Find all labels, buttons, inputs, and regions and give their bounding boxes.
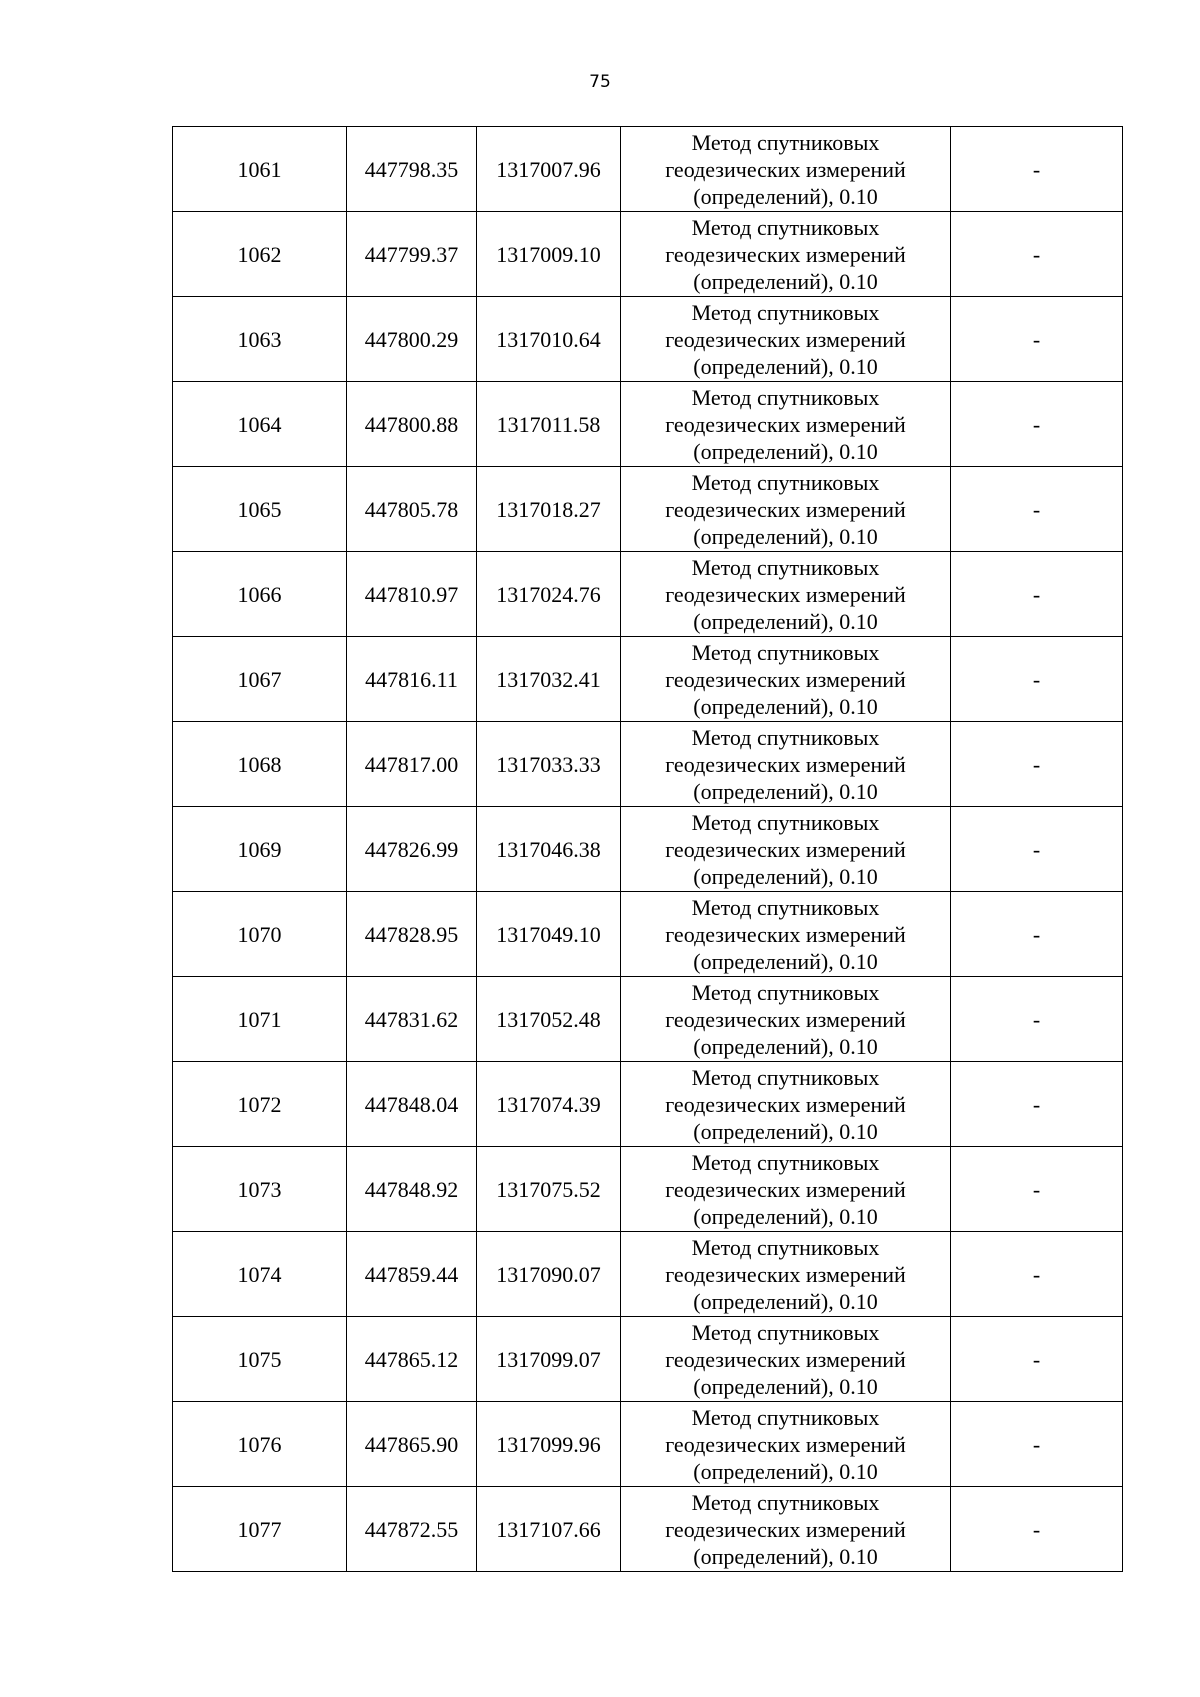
method-text-line: (определений), 0.10 — [693, 438, 878, 464]
table-row — [173, 1317, 1123, 1402]
x-coordinate-cell: 447826.99 — [347, 807, 477, 892]
point-number-cell: 1066 — [173, 552, 347, 637]
table-row — [173, 807, 1123, 892]
method-text-line: (определений), 0.10 — [693, 693, 878, 719]
method-text-line: Метод спутниковых — [691, 554, 880, 580]
point-number-cell: 1070 — [173, 892, 347, 977]
method-text-line: геодезических измерений — [665, 1346, 906, 1372]
point-number-cell: 1062 — [173, 212, 347, 297]
table-row — [173, 212, 1123, 297]
method-cell — [621, 1487, 951, 1572]
note-cell: - — [951, 637, 1123, 722]
x-coordinate-cell: 447800.29 — [347, 297, 477, 382]
table-row — [173, 1232, 1123, 1317]
x-coordinate-cell: 447799.37 — [347, 212, 477, 297]
note-cell: - — [951, 1402, 1123, 1487]
method-text-line: Метод спутниковых — [691, 1149, 880, 1175]
x-coordinate-cell: 447848.92 — [347, 1147, 477, 1232]
note-cell: - — [951, 1062, 1123, 1147]
point-number-cell: 1064 — [173, 382, 347, 467]
coordinates-table-body — [173, 127, 1123, 1572]
method-text-line: (определений), 0.10 — [693, 1543, 878, 1569]
note-cell: - — [951, 297, 1123, 382]
x-coordinate-cell: 447805.78 — [347, 467, 477, 552]
x-coordinate-cell: 447859.44 — [347, 1232, 477, 1317]
method-text-line: (определений), 0.10 — [693, 778, 878, 804]
y-coordinate-cell: 1317046.38 — [477, 807, 621, 892]
table-row — [173, 892, 1123, 977]
method-text-line: геодезических измерений — [665, 1431, 906, 1457]
point-number-cell: 1067 — [173, 637, 347, 722]
method-text-line: Метод спутниковых — [691, 894, 880, 920]
y-coordinate-cell: 1317018.27 — [477, 467, 621, 552]
y-coordinate-cell: 1317107.66 — [477, 1487, 621, 1572]
table-row — [173, 1402, 1123, 1487]
method-cell — [621, 467, 951, 552]
point-number-cell: 1073 — [173, 1147, 347, 1232]
method-text-line: Метод спутниковых — [691, 1404, 880, 1430]
x-coordinate-cell: 447810.97 — [347, 552, 477, 637]
coordinates-table — [172, 126, 1123, 1572]
y-coordinate-cell: 1317099.96 — [477, 1402, 621, 1487]
method-cell — [621, 212, 951, 297]
x-coordinate-cell: 447872.55 — [347, 1487, 477, 1572]
note-cell: - — [951, 382, 1123, 467]
point-number-cell: 1077 — [173, 1487, 347, 1572]
method-text-line: Метод спутниковых — [691, 639, 880, 665]
x-coordinate-cell: 447828.95 — [347, 892, 477, 977]
method-text-line: геодезических измерений — [665, 496, 906, 522]
note-cell: - — [951, 552, 1123, 637]
page-number: 75 — [589, 72, 611, 92]
note-cell: - — [951, 1147, 1123, 1232]
note-cell: - — [951, 722, 1123, 807]
note-cell: - — [951, 977, 1123, 1062]
method-cell — [621, 552, 951, 637]
point-number-cell: 1076 — [173, 1402, 347, 1487]
method-text-line: геодезических измерений — [665, 1006, 906, 1032]
method-text-line: геодезических измерений — [665, 1176, 906, 1202]
method-text-line: геодезических измерений — [665, 836, 906, 862]
table-row — [173, 382, 1123, 467]
table-row — [173, 467, 1123, 552]
method-text-line: геодезических измерений — [665, 666, 906, 692]
method-cell — [621, 297, 951, 382]
method-text-line: геодезических измерений — [665, 751, 906, 777]
x-coordinate-cell: 447865.12 — [347, 1317, 477, 1402]
y-coordinate-cell: 1317011.58 — [477, 382, 621, 467]
method-text-line: геодезических измерений — [665, 921, 906, 947]
table-row — [173, 297, 1123, 382]
note-cell: - — [951, 127, 1123, 212]
y-coordinate-cell: 1317052.48 — [477, 977, 621, 1062]
method-cell — [621, 1232, 951, 1317]
method-text-line: (определений), 0.10 — [693, 1288, 878, 1314]
method-text-line: геодезических измерений — [665, 156, 906, 182]
method-text-line: Метод спутниковых — [691, 979, 880, 1005]
x-coordinate-cell: 447816.11 — [347, 637, 477, 722]
y-coordinate-cell: 1317075.52 — [477, 1147, 621, 1232]
method-text-line: геодезических измерений — [665, 411, 906, 437]
method-text-line: Метод спутниковых — [691, 129, 880, 155]
method-cell — [621, 637, 951, 722]
table-row — [173, 722, 1123, 807]
point-number-cell: 1065 — [173, 467, 347, 552]
point-number-cell: 1072 — [173, 1062, 347, 1147]
method-cell — [621, 1317, 951, 1402]
method-text-line: Метод спутниковых — [691, 1489, 880, 1515]
table-row — [173, 1062, 1123, 1147]
method-cell — [621, 892, 951, 977]
point-number-cell: 1074 — [173, 1232, 347, 1317]
x-coordinate-cell: 447798.35 — [347, 127, 477, 212]
note-cell: - — [951, 212, 1123, 297]
point-number-cell: 1063 — [173, 297, 347, 382]
note-cell: - — [951, 1487, 1123, 1572]
method-text-line: (определений), 0.10 — [693, 1033, 878, 1059]
method-text-line: (определений), 0.10 — [693, 268, 878, 294]
table-row — [173, 637, 1123, 722]
method-text-line: (определений), 0.10 — [693, 863, 878, 889]
method-text-line: геодезических измерений — [665, 1261, 906, 1287]
method-cell — [621, 127, 951, 212]
method-text-line: (определений), 0.10 — [693, 353, 878, 379]
x-coordinate-cell: 447848.04 — [347, 1062, 477, 1147]
x-coordinate-cell: 447865.90 — [347, 1402, 477, 1487]
method-text-line: Метод спутниковых — [691, 1234, 880, 1260]
method-text-line: (определений), 0.10 — [693, 608, 878, 634]
method-text-line: (определений), 0.10 — [693, 183, 878, 209]
method-cell — [621, 1062, 951, 1147]
method-text-line: (определений), 0.10 — [693, 523, 878, 549]
method-cell — [621, 807, 951, 892]
y-coordinate-cell: 1317010.64 — [477, 297, 621, 382]
x-coordinate-cell: 447831.62 — [347, 977, 477, 1062]
point-number-cell: 1069 — [173, 807, 347, 892]
method-text-line: геодезических измерений — [665, 241, 906, 267]
y-coordinate-cell: 1317032.41 — [477, 637, 621, 722]
method-text-line: Метод спутниковых — [691, 1064, 880, 1090]
x-coordinate-cell: 447817.00 — [347, 722, 477, 807]
method-cell — [621, 1402, 951, 1487]
method-text-line: Метод спутниковых — [691, 214, 880, 240]
method-cell — [621, 977, 951, 1062]
method-text-line: Метод спутниковых — [691, 384, 880, 410]
note-cell: - — [951, 892, 1123, 977]
y-coordinate-cell: 1317049.10 — [477, 892, 621, 977]
method-text-line: Метод спутниковых — [691, 299, 880, 325]
note-cell: - — [951, 467, 1123, 552]
method-text-line: геодезических измерений — [665, 1516, 906, 1542]
x-coordinate-cell: 447800.88 — [347, 382, 477, 467]
note-cell: - — [951, 807, 1123, 892]
y-coordinate-cell: 1317074.39 — [477, 1062, 621, 1147]
method-cell — [621, 1147, 951, 1232]
y-coordinate-cell: 1317099.07 — [477, 1317, 621, 1402]
method-text-line: Метод спутниковых — [691, 809, 880, 835]
table-row — [173, 1147, 1123, 1232]
method-text-line: геодезических измерений — [665, 1091, 906, 1117]
y-coordinate-cell: 1317024.76 — [477, 552, 621, 637]
method-text-line: (определений), 0.10 — [693, 1118, 878, 1144]
y-coordinate-cell: 1317090.07 — [477, 1232, 621, 1317]
note-cell: - — [951, 1232, 1123, 1317]
table-row — [173, 552, 1123, 637]
table-row — [173, 1487, 1123, 1572]
method-text-line: Метод спутниковых — [691, 1319, 880, 1345]
point-number-cell: 1075 — [173, 1317, 347, 1402]
method-text-line: (определений), 0.10 — [693, 948, 878, 974]
method-text-line: Метод спутниковых — [691, 724, 880, 750]
note-cell: - — [951, 1317, 1123, 1402]
method-text-line: Метод спутниковых — [691, 469, 880, 495]
y-coordinate-cell: 1317033.33 — [477, 722, 621, 807]
method-text-line: геодезических измерений — [665, 326, 906, 352]
method-cell — [621, 722, 951, 807]
point-number-cell: 1068 — [173, 722, 347, 807]
method-text-line: (определений), 0.10 — [693, 1458, 878, 1484]
y-coordinate-cell: 1317007.96 — [477, 127, 621, 212]
method-cell — [621, 382, 951, 467]
y-coordinate-cell: 1317009.10 — [477, 212, 621, 297]
table-row — [173, 977, 1123, 1062]
method-text-line: (определений), 0.10 — [693, 1203, 878, 1229]
point-number-cell: 1061 — [173, 127, 347, 212]
method-text-line: (определений), 0.10 — [693, 1373, 878, 1399]
table-row — [173, 127, 1123, 212]
method-text-line: геодезических измерений — [665, 581, 906, 607]
point-number-cell: 1071 — [173, 977, 347, 1062]
